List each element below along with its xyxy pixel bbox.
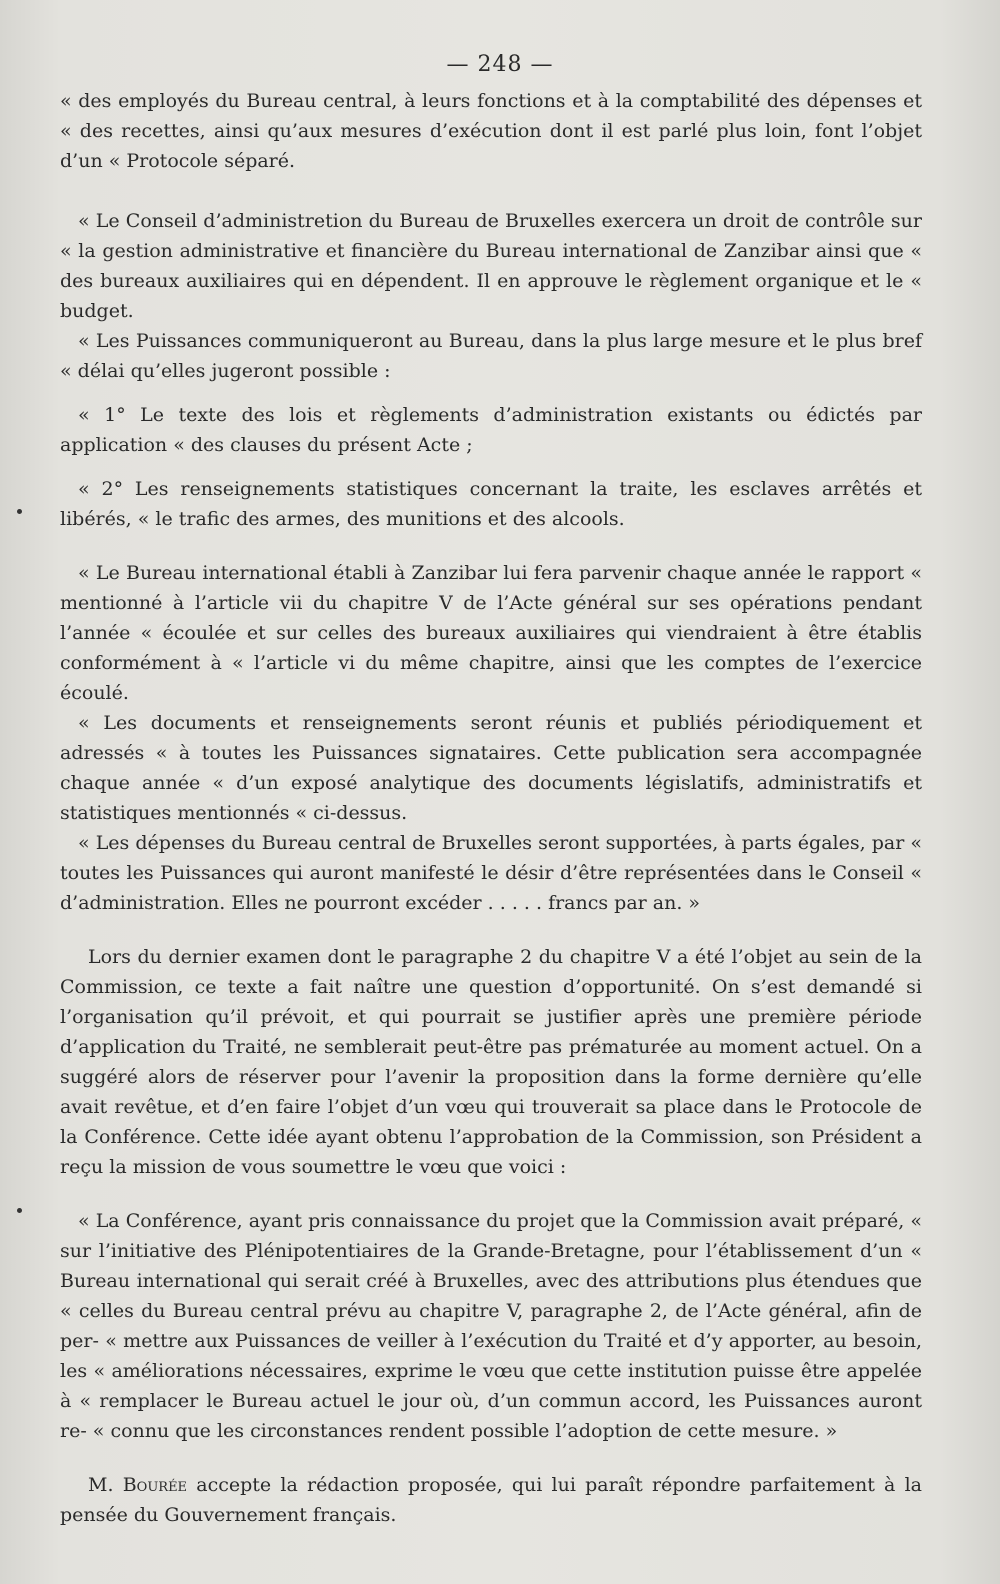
margin-mark bbox=[17, 509, 22, 514]
page-number: — 248 — bbox=[446, 52, 554, 77]
paragraph-8: « Les dépenses du Bureau central de Bruxelles seront supportées, à parts égales, par « toutes les Puissances qui auront manifesté le désir d’être représentées dans le Conseil « d’administration. Elles ne pourront excéder . . . . . francs par an. » bbox=[60, 832, 922, 914]
page-body bbox=[60, 86, 922, 1530]
margin-mark bbox=[17, 1208, 22, 1213]
speaker-name: M. Bourée bbox=[88, 1474, 188, 1496]
paragraph-2: « Le Conseil d’administretion du Bureau de Bruxelles exercera un droit de contrôle sur « la gestion administrative et financière du Bureau international de Zanzibar ainsi que « des bureaux auxiliaires qui en dépendent. Il en approuve le règlement organique et le « budget. bbox=[60, 210, 922, 322]
paragraph-6: « Le Bureau international établi à Zanzibar lui fera parvenir chaque année le rapport « mentionné à l’article vii du chapitre V de l’Acte général sur ses opérations pendant l’année « écoulée et sur celles des bureaux auxiliaires qui viendraient à être établis conformément à « l’article vi du même chapitre, ainsi que les comptes de l’exercice écoulé. bbox=[60, 562, 922, 704]
paragraph-5: « 2° Les renseignements statistiques concernant la traite, les esclaves arrêtés et libérés, « le trafic des armes, des munitions et des alcools. bbox=[60, 478, 922, 530]
paragraph-9: Lors du dernier examen dont le paragraphe 2 du chapitre V a été l’objet au sein de la Commission, ce texte a fait naître une question d’opportunité. On s’est demandé si l’organisation qu’il prévoit, et qui pourrait se justifier après une première période d’application du Traité, ne semblerait peut-être pas prématurée au moment actuel. On a suggéré alors de réserver pour l’avenir la proposition dans la forme dernière qu’elle avait revêtue, et d’en faire l’objet d’un vœu qui trouverait sa place dans le Protocole de la Conférence. Cette idée ayant obtenu l’approbation de la Commission, son Président a reçu la mission de vous soumettre le vœu que voici : bbox=[60, 946, 922, 1178]
final-statement: accepte la rédaction proposée, qui lui paraît répondre parfaitement à la pensée du Gouvernement français. bbox=[60, 1474, 922, 1526]
paragraph-3: « Les Puissances communiqueront au Bureau, dans la plus large mesure et le plus bref « délai qu’elles jugeront possible : bbox=[60, 330, 922, 382]
paragraph-final bbox=[60, 1470, 922, 1530]
paragraph-4: « 1° Le texte des lois et règlements d’administration existants ou édictés par application « des clauses du présent Acte ; bbox=[60, 404, 922, 456]
paragraph-7: « Les documents et renseignements seront réunis et publiés périodiquement et adressés « à toutes les Puissances signataires. Cette publication sera accompagnée chaque année « d’un exposé analytique des documents législatifs, administratifs et statistiques mentionnés « ci-dessus. bbox=[60, 712, 922, 824]
paragraph-1: « des employés du Bureau central, à leurs fonctions et à la comptabilité des dépenses et « des recettes, ainsi qu’aux mesures d’exécution dont il est parlé plus loin, font l’objet d’un « Protocole séparé. bbox=[60, 90, 922, 172]
paragraph-10: « La Conférence, ayant pris connaissance du projet que la Commission avait préparé, « sur l’initiative des Plénipotentiaires de la Grande-Bretagne, pour l’établissement d’un « Bureau international qui serait créé à Bruxelles, avec des attributions plus étendues que « celles du Bureau central prévu au chapitre V, paragraphe 2, de l’Acte général, afin de per- « mettre aux Puissances de veiller à l’exécution du Traité et d’y apporter, au besoin, les « améliorations nécessaires, exprime le vœu que cette institution puisse être appelée à « remplacer le Bureau actuel le jour où, d’un commun accord, les Puissances auront re- « connu que les circonstances rendent possible l’adoption de cette mesure. » bbox=[60, 1210, 922, 1442]
